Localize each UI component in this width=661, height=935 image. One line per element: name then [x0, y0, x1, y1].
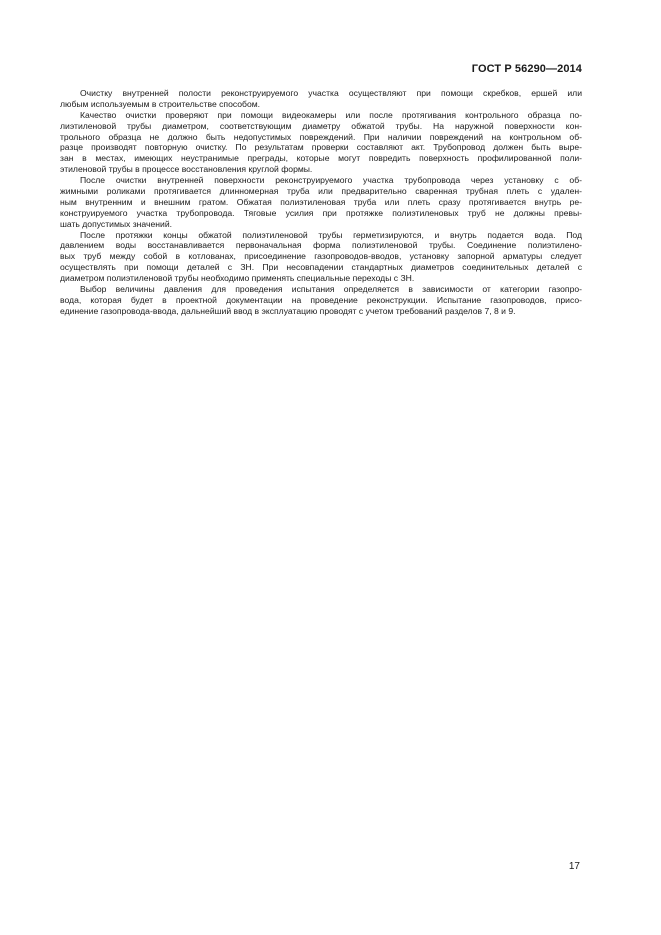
paragraph-line: ным внутренним и внешним гратом. Обжатая полиэтиленовая труба или плеть сразу протягивается внутрь ре- [60, 196, 582, 207]
paragraph-line: вода, которая будет в проектной документации на проведение реконструкции. Испытание газопроводов, присо- [60, 294, 582, 305]
paragraph-line: единение газопровода-ввода, дальнейший ввод в эксплуатацию проводят с учетом требований разделов 7, 8 и 9. [60, 305, 516, 316]
paragraph-line: любым используемым в строительстве способом. [60, 98, 261, 109]
paragraph-line: трольного образца не должно быть недопустимых повреждений. При наличии повреждений на контрольном об- [60, 131, 582, 142]
paragraph-line: Очистку внутренней полости реконструируемого участка осуществляют при помощи скребков, ершей или [80, 88, 582, 98]
document-body [60, 88, 582, 317]
paragraph-line: разце производят повторную очистку. По результатам проверки составляют акт. Трубопровод должен быть выре- [60, 142, 582, 153]
paragraph-line: лиэтиленовой трубы диаметром, соответствующим диаметру обжатой трубы. На наружной поверхности кон- [60, 120, 582, 131]
paragraph-line: давлением воды восстанавливается первоначальная форма полиэтиленовой трубы. Соединение полиэтилено- [60, 240, 582, 251]
document-standard-code: ГОСТ Р 56290—2014 [471, 63, 582, 75]
paragraph-line: осуществлять при помощи деталей с ЗН. При несовпадении стандартных диаметров соединительных деталей с [60, 262, 582, 273]
paragraph-line: диаметром полиэтиленовой трубы необходимо применять специальные переходы с ЗН. [60, 273, 415, 284]
paragraph-line: После очистки внутренней поверхности реконструируемого участка трубопровода через установку с об- [80, 175, 582, 186]
paragraph-line: Качество очистки проверяют при помощи видеокамеры или после протягивания контрольного образца по- [80, 109, 582, 120]
page-number: 17 [568, 861, 580, 872]
paragraph-line: зан в местах, имеющих неустранимые преграды, которые могут повредить поверхность профилированной поли- [60, 153, 582, 164]
paragraph-line: этиленовой трубы в процессе восстановления круглой формы. [60, 164, 313, 175]
paragraph-line: Выбор величины давления для проведения испытания определяется в зависимости от категории газопро- [80, 284, 582, 295]
paragraph-line: После протяжки концы обжатой полиэтиленовой трубы герметизируются, и внутрь подается вода. Под [80, 229, 582, 240]
paragraph-line: вых труб между собой в котлованах, присоединение газопроводов-вводов, установку запорной арматуры следует [60, 251, 582, 262]
paragraph-line: шать допустимых значений. [60, 218, 173, 229]
paragraph-line: жимными роликами протягивается длинномерная труба или предварительно сваренная трубная плеть с удален- [60, 186, 582, 197]
paragraph-line: конструируемого участка трубопровода. Тяговые усилия при протяжке полиэтиленовых труб не должны превы- [60, 207, 582, 218]
